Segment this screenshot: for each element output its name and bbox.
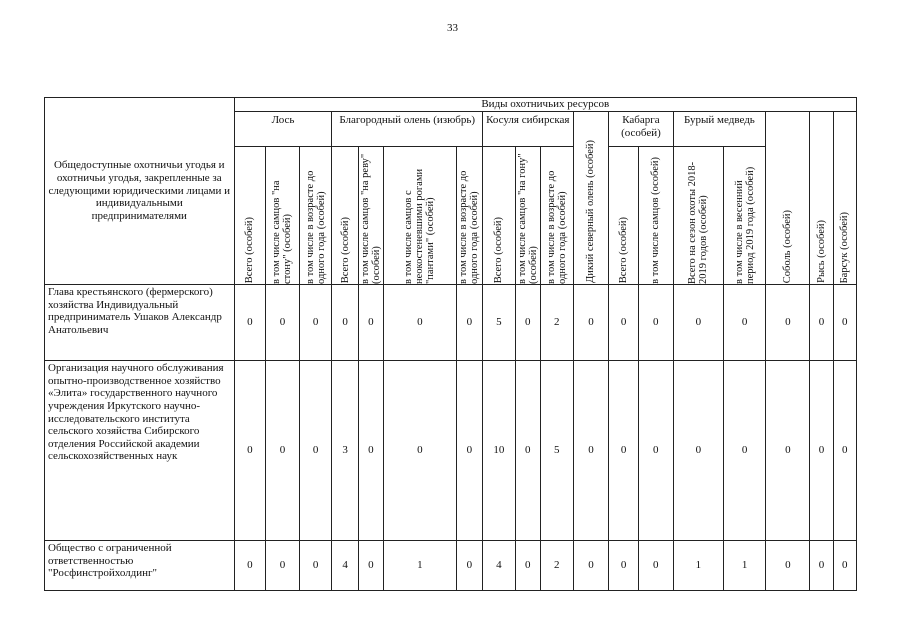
entity-column-header: Общедоступные охотничьи угодья и охотничьи угодья, закрепленные за следующими юридическими лицами и индивидуальными предпринимателями bbox=[45, 98, 235, 285]
value-cell: 0 bbox=[609, 541, 638, 591]
column-header: в том числе самцов "на гону" (особей) bbox=[515, 147, 540, 285]
group-header-reindeer: Дикий северный олень (особей) bbox=[573, 112, 609, 285]
value-cell: 3 bbox=[332, 361, 358, 541]
value-cell: 2 bbox=[540, 541, 573, 591]
value-cell: 0 bbox=[266, 541, 300, 591]
resources-header: Виды охотничьих ресурсов bbox=[234, 98, 856, 112]
value-cell: 0 bbox=[266, 285, 300, 361]
value-cell: 1 bbox=[724, 541, 766, 591]
value-cell: 0 bbox=[573, 361, 609, 541]
value-cell: 0 bbox=[810, 285, 833, 361]
column-header: в том числе в возрасте до одного года (особей) bbox=[299, 147, 332, 285]
column-header: в том числе самцов с неокостеневшими рогами "пантами" (особей) bbox=[384, 147, 457, 285]
hunting-resources-table bbox=[44, 97, 857, 591]
group-header-medved: Бурый медведь bbox=[673, 112, 766, 147]
value-cell: 0 bbox=[456, 361, 482, 541]
column-header: в том числе самцов "на стону" (особей) bbox=[266, 147, 300, 285]
value-cell: 0 bbox=[810, 541, 833, 591]
value-cell: 1 bbox=[673, 541, 724, 591]
column-header: Всего (особей) bbox=[609, 147, 638, 285]
value-cell: 0 bbox=[573, 541, 609, 591]
value-cell: 0 bbox=[638, 361, 673, 541]
value-cell: 0 bbox=[299, 361, 332, 541]
value-cell: 0 bbox=[299, 541, 332, 591]
group-header-izubr: Благородный олень (изюбрь) bbox=[332, 112, 483, 147]
group-header-rys: Рысь (особей) bbox=[810, 112, 833, 285]
value-cell: 0 bbox=[358, 541, 383, 591]
value-cell: 0 bbox=[384, 361, 457, 541]
column-header: в том числе в возрасте до одного года (особей) bbox=[540, 147, 573, 285]
value-cell: 0 bbox=[673, 285, 724, 361]
value-cell: 0 bbox=[638, 541, 673, 591]
value-cell: 0 bbox=[384, 285, 457, 361]
table-row bbox=[45, 285, 857, 361]
column-header: в том числе в весенний период 2019 года (особей) bbox=[724, 147, 766, 285]
value-cell: 0 bbox=[833, 541, 856, 591]
column-header: в том числе в возрасте до одного года (особей) bbox=[456, 147, 482, 285]
value-cell: 0 bbox=[456, 285, 482, 361]
entity-name-cell: Глава крестьянского (фермерского) хозяйства Индивидуальный предприниматель Ушаков Александр Анатольевич bbox=[45, 285, 235, 361]
value-cell: 10 bbox=[483, 361, 516, 541]
value-cell: 4 bbox=[483, 541, 516, 591]
value-cell: 0 bbox=[299, 285, 332, 361]
column-header: Всего (особей) bbox=[483, 147, 516, 285]
value-cell: 2 bbox=[540, 285, 573, 361]
column-header: в том числе самцов (особей) bbox=[638, 147, 673, 285]
value-cell: 0 bbox=[810, 361, 833, 541]
value-cell: 4 bbox=[332, 541, 358, 591]
entity-name-cell: Общество с ограниченной ответственностью "Росфинстройхолдинг" bbox=[45, 541, 235, 591]
value-cell: 5 bbox=[483, 285, 516, 361]
value-cell: 1 bbox=[384, 541, 457, 591]
value-cell: 0 bbox=[456, 541, 482, 591]
column-header: в том числе самцов "на реву" (особей) bbox=[358, 147, 383, 285]
value-cell: 0 bbox=[833, 361, 856, 541]
value-cell: 0 bbox=[358, 361, 383, 541]
value-cell: 0 bbox=[234, 541, 266, 591]
value-cell: 0 bbox=[234, 361, 266, 541]
column-header: Всего (особей) bbox=[234, 147, 266, 285]
page-number: 33 bbox=[447, 22, 458, 34]
value-cell: 0 bbox=[766, 361, 810, 541]
value-cell: 0 bbox=[515, 541, 540, 591]
value-cell: 0 bbox=[609, 361, 638, 541]
value-cell: 0 bbox=[638, 285, 673, 361]
value-cell: 0 bbox=[515, 285, 540, 361]
value-cell: 0 bbox=[234, 285, 266, 361]
table-row bbox=[45, 361, 857, 541]
value-cell: 0 bbox=[266, 361, 300, 541]
value-cell: 0 bbox=[515, 361, 540, 541]
value-cell: 0 bbox=[332, 285, 358, 361]
value-cell: 0 bbox=[673, 361, 724, 541]
group-header-sobol: Соболь (особей) bbox=[766, 112, 810, 285]
group-header-barsuk: Барсук (особей) bbox=[833, 112, 856, 285]
value-cell: 0 bbox=[766, 285, 810, 361]
value-cell: 5 bbox=[540, 361, 573, 541]
group-header-kabarga: Кабарга (особей) bbox=[609, 112, 673, 147]
value-cell: 0 bbox=[724, 361, 766, 541]
column-header: Всего (особей) bbox=[332, 147, 358, 285]
entity-name-cell: Организация научного обслуживания опытно-производственное хозяйство «Элита» государственного научного учреждения Иркутского научно-исследовательского института сельского хозяйства Сибирского отделения Российской академии сельскохозяйственных наук bbox=[45, 361, 235, 541]
table-row bbox=[45, 541, 857, 591]
value-cell: 0 bbox=[833, 285, 856, 361]
column-header: Всего на сезон охоты 2018-2019 годов (особей) bbox=[673, 147, 724, 285]
value-cell: 0 bbox=[573, 285, 609, 361]
value-cell: 0 bbox=[766, 541, 810, 591]
value-cell: 0 bbox=[358, 285, 383, 361]
group-header-kosulya: Косуля сибирская bbox=[483, 112, 574, 147]
value-cell: 0 bbox=[609, 285, 638, 361]
value-cell: 0 bbox=[724, 285, 766, 361]
group-header-los: Лось bbox=[234, 112, 332, 147]
